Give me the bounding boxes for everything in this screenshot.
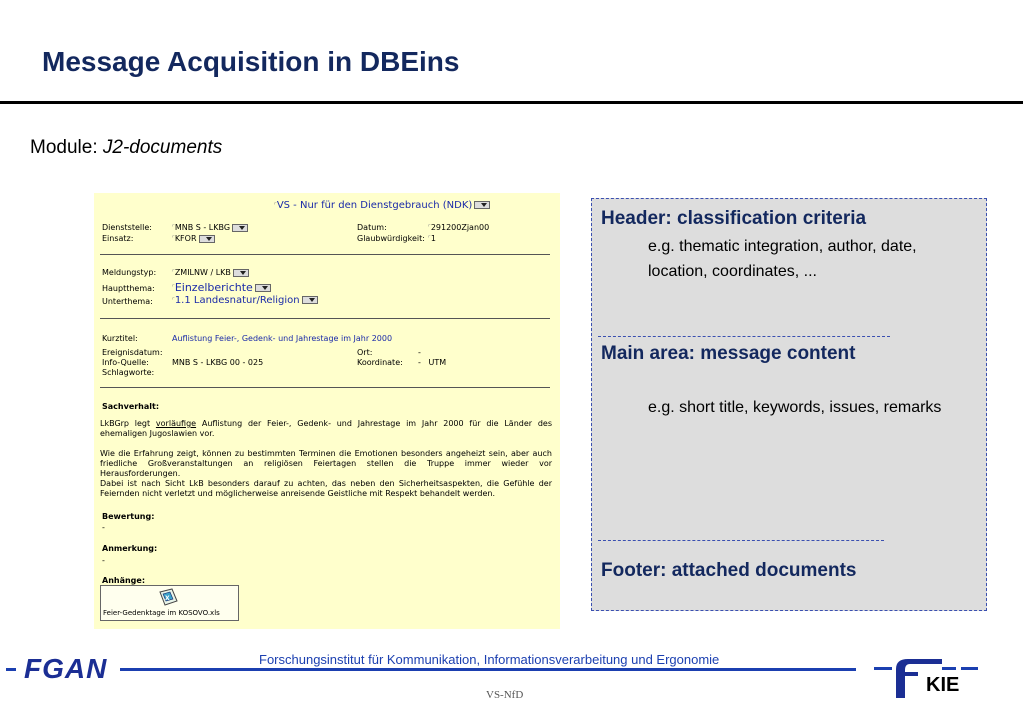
classification-marking: VS-NfD — [486, 689, 524, 701]
description-panel — [591, 198, 987, 611]
datum-field[interactable]: ⌜291200Zjan00 — [428, 223, 490, 232]
module-line — [30, 137, 222, 159]
bewertung-label: Bewertung: — [102, 512, 155, 521]
bewertung-value: - — [102, 523, 105, 532]
sachverhalt-label: Sachverhalt: — [102, 402, 160, 411]
glaubwuerdigkeit-value: 1 — [430, 234, 436, 243]
sachverhalt-text: Auflistung der Feier-, Gedenk- und Jahrestage im Jahr 2000 für die Länder des ehemaligen Jugoslawien vor. — [100, 419, 553, 438]
classification-dropdown-icon[interactable] — [474, 201, 490, 209]
infoquelle-label: Info-Quelle: — [102, 358, 149, 367]
unterthema-value: 1.1 Landesnatur/Religion — [174, 295, 300, 306]
excel-file-icon — [157, 588, 179, 606]
einsatz-label: Einsatz: — [102, 234, 134, 243]
ort-label: Ort: — [357, 348, 373, 357]
einsatz-dropdown-icon[interactable] — [199, 235, 215, 243]
main-section-text: e.g. short title, keywords, issues, remarks — [648, 399, 942, 416]
schlagworte-label: Schlagworte: — [102, 368, 155, 377]
anmerkung-label: Anmerkung: — [102, 544, 158, 553]
glaubwuerdigkeit-field[interactable]: ⌜1 — [428, 234, 436, 243]
module-label: Module: — [30, 137, 98, 158]
attachment-filename: Feier-Gedenktage im KOSOVO.xls — [103, 609, 220, 617]
koordinate-value: - UTM — [418, 358, 447, 367]
fgan-logo-dash — [6, 668, 16, 671]
header-section-title: Header: classification criteria — [601, 208, 867, 229]
infoquelle-value: MNB S - LKBG 00 - 025 — [172, 358, 264, 367]
sachverhalt-paragraph-3: Dabei ist nach Sicht LkB besonders darauf zu achten, das neben den Sicherheitsaspekten, die Gefühle der Feiernden nicht verletzt und möglicherweise anreisende Geistliche mit Respekt behandelt werden. — [100, 479, 552, 498]
header-section-text: e.g. thematic integration, author, date, location, coordinates, ... — [648, 238, 917, 280]
module-value: J2-documents — [102, 137, 223, 158]
unterthema-dropdown-icon[interactable] — [302, 296, 318, 304]
dienststelle-field[interactable]: ⌜MNB S - LKBG — [172, 223, 248, 233]
meldungstyp-dropdown-icon[interactable] — [233, 269, 249, 277]
meldungstyp-value: ZMILNW / LKB — [174, 268, 231, 277]
section-separator — [598, 540, 884, 541]
koordinate-label: Koordinate: — [357, 358, 403, 367]
anhaenge-label: Anhänge: — [102, 576, 146, 585]
section-divider — [100, 318, 550, 319]
datum-label: Datum: — [357, 223, 387, 232]
meldungstyp-field[interactable]: ⌜ZMILNW / LKB — [172, 268, 249, 278]
kurztitel-label: Kurztitel: — [102, 334, 138, 343]
footer-line — [120, 668, 856, 671]
dienststelle-label: Dienststelle: — [102, 223, 152, 232]
hauptthema-field[interactable]: ⌜Einzelberichte — [172, 281, 271, 294]
hauptthema-label: Hauptthema: — [102, 284, 155, 293]
sachverhalt-link: vorläufige — [155, 419, 197, 428]
hauptthema-value: Einzelberichte — [174, 281, 253, 294]
svg-text:X: X — [165, 595, 170, 602]
main-section-title: Main area: message content — [601, 343, 856, 364]
dienststelle-dropdown-icon[interactable] — [232, 224, 248, 232]
anmerkung-value: - — [102, 556, 105, 565]
section-divider — [100, 254, 550, 255]
dienststelle-value: MNB S - LKBG — [174, 223, 231, 232]
attachment-item[interactable] — [100, 585, 239, 621]
document-form — [94, 193, 560, 629]
slide-title: Message Acquisition in DBEins — [42, 46, 460, 77]
classification-value: VS - Nur für den Dienstgebrauch (NDK) — [276, 200, 473, 211]
unterthema-field[interactable]: ⌜1.1 Landesnatur/Religion — [172, 295, 318, 307]
section-separator — [598, 336, 890, 337]
glaubwuerdigkeit-label: Glaubwürdigkeit: — [357, 234, 425, 243]
hauptthema-dropdown-icon[interactable] — [255, 284, 271, 292]
ort-value: - — [418, 348, 421, 357]
kurztitel-value[interactable]: Auflistung Feier-, Gedenk- und Jahrestage im Jahr 2000 — [172, 334, 393, 343]
unterthema-label: Unterthema: — [102, 297, 153, 306]
meldungstyp-label: Meldungstyp: — [102, 268, 157, 277]
footer-section-title: Footer: attached documents — [601, 560, 857, 581]
einsatz-field[interactable]: ⌜KFOR — [172, 234, 215, 244]
sachverhalt-text: LkBGrp legt — [100, 419, 151, 428]
einsatz-value: KFOR — [174, 234, 197, 243]
sachverhalt-paragraph-1 — [100, 419, 552, 439]
institute-name: Forschungsinstitut für Kommunikation, Informationsverarbeitung und Ergonomie — [259, 652, 720, 667]
section-divider — [100, 387, 550, 388]
fgan-logo: FGAN — [24, 653, 108, 684]
ereignisdatum-label: Ereignisdatum: — [102, 348, 163, 357]
datum-value: 291200Zjan00 — [430, 223, 490, 232]
classification-field[interactable]: ⌜VS - Nur für den Dienstgebrauch (NDK) — [274, 201, 490, 211]
kie-logo-text: KIE — [926, 674, 960, 696]
title-divider — [0, 101, 1023, 104]
sachverhalt-paragraph-2: Wie die Erfahrung zeigt, können zu bestimmten Terminen die Emotionen besonders angeheizt sein, aber auch friedliche Großveranstaltungen an religiösen Feiertagen stellen die Truppe immer wieder vor Herausforderungen. — [100, 449, 552, 478]
